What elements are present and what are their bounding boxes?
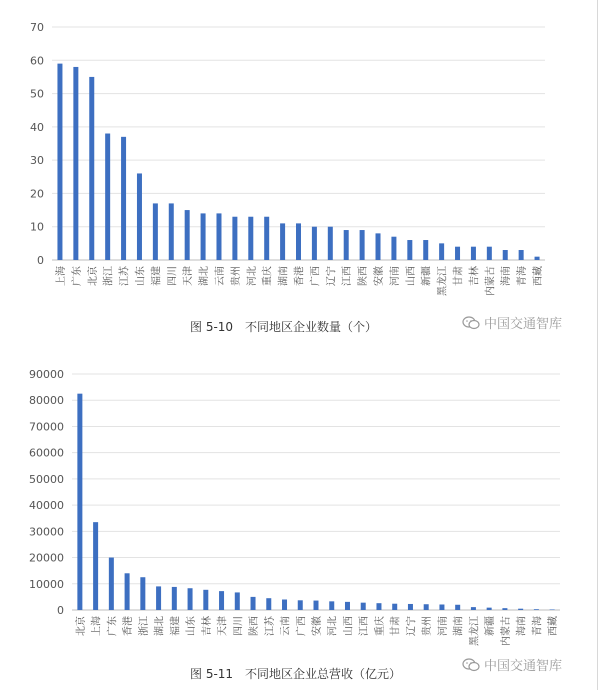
- x-tick-label: 福建: [170, 616, 182, 636]
- x-tick-label: 江西: [359, 616, 371, 636]
- x-tick-label: 海南: [501, 266, 513, 286]
- y-tick-label: 20: [30, 187, 44, 201]
- x-tick-label: 广东: [107, 616, 119, 636]
- y-tick-label: 50: [30, 87, 44, 101]
- x-tick-label: 河南: [389, 266, 401, 286]
- x-tick-label: 四川: [167, 266, 179, 286]
- bar-内蒙古: [487, 247, 492, 260]
- x-tick-label: 吉林: [469, 266, 481, 286]
- bar-山东: [188, 588, 193, 610]
- bar-甘肃: [392, 604, 397, 610]
- x-tick-label: 广西: [310, 266, 322, 286]
- watermark: [462, 313, 562, 332]
- y-tick-label: 70000: [29, 420, 64, 434]
- bar-河南: [391, 237, 396, 260]
- x-tick-label: 安徽: [374, 266, 386, 286]
- y-tick-label: 60000: [29, 446, 64, 460]
- bar-江苏: [121, 137, 126, 260]
- y-tick-label: 0: [37, 254, 44, 267]
- watermark-text: 中国交通智库: [484, 659, 563, 674]
- x-tick-label: 山西: [343, 616, 355, 636]
- x-tick-label: 四川: [233, 616, 245, 636]
- x-tick-label: 上海: [91, 616, 103, 636]
- y-tick-label: 90000: [29, 368, 64, 381]
- bar-海南: [518, 609, 523, 610]
- y-tick-label: 0: [57, 604, 64, 617]
- bar-浙江: [105, 134, 110, 260]
- x-tick-label: 西藏: [548, 616, 560, 636]
- x-tick-label: 江苏: [264, 616, 276, 636]
- figure-caption-5-11: 图 5-11 不同地区企业总营收（亿元）: [190, 667, 402, 681]
- bar-四川: [235, 592, 240, 610]
- x-tick-label: 内蒙古: [485, 266, 497, 297]
- bar-香港: [296, 223, 301, 260]
- x-tick-label: 福建: [151, 266, 163, 286]
- x-tick-label: 甘肃: [390, 616, 402, 636]
- bar-福建: [172, 587, 177, 610]
- x-tick-label: 吉林: [201, 616, 213, 636]
- figure-caption-5-10: 图 5-10 不同地区企业数量（个）: [190, 320, 378, 334]
- x-tick-label: 河北: [246, 266, 258, 286]
- y-tick-label: 80000: [29, 394, 64, 408]
- bar-甘肃: [455, 247, 460, 260]
- bar-河北: [329, 601, 334, 610]
- y-tick-label: 50000: [29, 472, 64, 486]
- bar-河北: [248, 217, 253, 260]
- x-tick-label: 湖北: [199, 266, 211, 286]
- x-tick-label: 陕西: [358, 266, 370, 286]
- x-tick-label: 河南: [437, 616, 449, 636]
- x-tick-label: 青海: [517, 266, 529, 286]
- wechat-icon: [462, 658, 480, 672]
- bar-陕西: [360, 230, 365, 260]
- bar-云南: [216, 213, 221, 260]
- watermark-text: 中国交通智库: [484, 317, 563, 332]
- y-tick-label: 30000: [29, 525, 64, 539]
- bar-黑龙江: [439, 243, 444, 260]
- bar-江西: [361, 603, 366, 610]
- x-tick-label: 辽宁: [406, 616, 418, 636]
- y-tick-label: 40000: [29, 499, 64, 513]
- x-tick-label: 贵州: [422, 616, 434, 636]
- bar-广东: [73, 67, 78, 260]
- bar-广西: [298, 600, 303, 610]
- x-tick-label: 新疆: [485, 616, 497, 636]
- x-tick-label: 贵州: [230, 266, 242, 286]
- y-tick-label: 40: [30, 120, 44, 134]
- bar-辽宁: [328, 227, 333, 260]
- x-tick-label: 北京: [87, 266, 99, 286]
- bar-辽宁: [408, 604, 413, 610]
- bar-上海: [57, 64, 62, 260]
- x-tick-label: 江苏: [119, 266, 131, 286]
- bar-贵州: [424, 604, 429, 610]
- bar-香港: [125, 573, 130, 610]
- bar-上海: [93, 522, 98, 610]
- bar-浙江: [140, 577, 145, 610]
- x-tick-label: 山西: [405, 266, 417, 286]
- bar-青海: [534, 609, 539, 610]
- y-tick-label: 30: [30, 154, 44, 168]
- x-tick-label: 河北: [327, 616, 339, 636]
- chart-enterprise-count: [0, 0, 605, 320]
- x-tick-label: 云南: [214, 266, 226, 286]
- x-tick-label: 陕西: [249, 616, 261, 636]
- x-tick-label: 山东: [186, 616, 198, 636]
- x-tick-label: 湖北: [154, 616, 166, 636]
- bar-河南: [439, 604, 444, 610]
- bar-广西: [312, 227, 317, 260]
- x-tick-label: 重庆: [262, 266, 274, 286]
- bar-重庆: [376, 603, 381, 610]
- bar-山东: [137, 173, 142, 260]
- x-tick-label: 广西: [296, 616, 308, 636]
- bar-吉林: [471, 247, 476, 260]
- bar-北京: [77, 394, 82, 610]
- x-tick-label: 江西: [342, 266, 354, 286]
- x-tick-label: 辽宁: [326, 266, 338, 286]
- x-tick-label: 重庆: [374, 616, 386, 636]
- x-tick-label: 甘肃: [453, 266, 465, 286]
- y-tick-label: 70: [30, 21, 44, 34]
- y-tick-label: 10: [30, 220, 44, 234]
- y-tick-label: 60: [30, 54, 44, 68]
- bar-湖北: [156, 586, 161, 610]
- y-tick-label: 20000: [29, 551, 64, 565]
- bar-江西: [344, 230, 349, 260]
- x-tick-label: 湖南: [453, 616, 465, 636]
- x-tick-label: 浙江: [138, 616, 150, 636]
- x-tick-label: 安徽: [312, 616, 323, 636]
- bar-天津: [185, 210, 190, 260]
- bar-内蒙古: [502, 608, 507, 610]
- bar-江苏: [266, 598, 271, 610]
- bar-西藏: [535, 257, 540, 260]
- bar-新疆: [423, 240, 428, 260]
- bar-重庆: [264, 217, 269, 260]
- bar-北京: [89, 77, 94, 260]
- bar-湖南: [455, 605, 460, 610]
- bar-云南: [282, 600, 287, 610]
- bar-黑龙江: [471, 607, 476, 610]
- x-tick-label: 黑龙江: [469, 616, 481, 646]
- x-tick-label: 湖南: [278, 266, 290, 286]
- x-tick-label: 上海: [55, 266, 67, 286]
- bar-安徽: [376, 233, 381, 260]
- x-tick-label: 内蒙古: [500, 616, 512, 646]
- bar-海南: [503, 250, 508, 260]
- bar-贵州: [232, 217, 237, 260]
- x-tick-label: 北京: [75, 616, 87, 636]
- chart-enterprise-revenue: [0, 360, 605, 660]
- bar-广东: [109, 558, 114, 610]
- x-tick-label: 新疆: [421, 266, 433, 286]
- y-tick-label: 10000: [29, 577, 64, 591]
- bar-湖北: [201, 213, 206, 260]
- bar-安徽: [314, 601, 319, 610]
- x-tick-label: 青海: [532, 616, 544, 636]
- bar-四川: [169, 203, 174, 260]
- watermark: [462, 655, 562, 674]
- x-tick-label: 天津: [217, 616, 229, 636]
- x-tick-label: 西藏: [533, 266, 545, 286]
- x-tick-label: 海南: [516, 616, 528, 636]
- x-tick-label: 浙江: [103, 266, 115, 286]
- x-tick-label: 云南: [280, 616, 292, 636]
- bar-陕西: [251, 597, 256, 610]
- bar-福建: [153, 203, 158, 260]
- bar-青海: [519, 250, 524, 260]
- bar-西藏: [550, 609, 555, 610]
- wechat-icon: [462, 316, 480, 330]
- bar-山西: [407, 240, 412, 260]
- x-tick-label: 香港: [294, 266, 306, 286]
- bar-天津: [219, 591, 224, 610]
- x-tick-label: 天津: [183, 266, 195, 286]
- x-tick-label: 黑龙江: [437, 266, 449, 296]
- x-tick-label: 香港: [123, 616, 135, 636]
- bar-吉林: [203, 590, 208, 610]
- x-tick-label: 广东: [71, 266, 83, 286]
- bar-山西: [345, 602, 350, 610]
- x-tick-label: 山东: [135, 266, 147, 286]
- bar-湖南: [280, 223, 285, 260]
- bar-新疆: [487, 608, 492, 610]
